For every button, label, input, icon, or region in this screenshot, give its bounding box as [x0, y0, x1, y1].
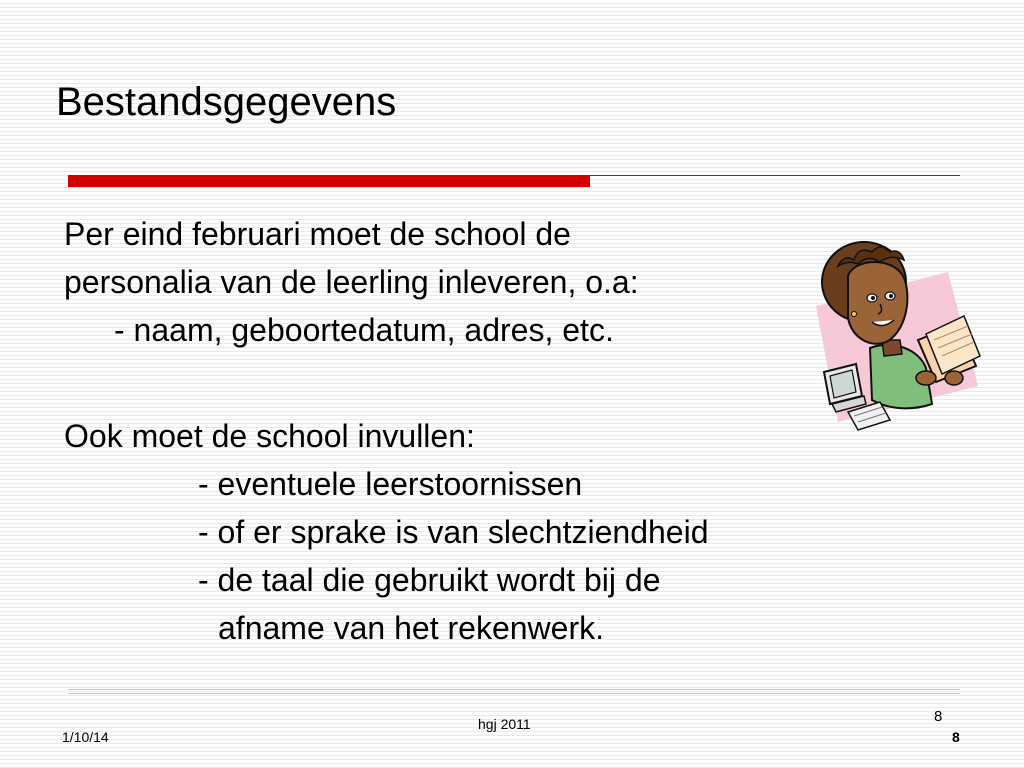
paragraph1-line2: personalia van de leerling inleveren, o.a:	[64, 264, 639, 300]
paragraph2-intro: Ook moet de school invullen:	[64, 418, 475, 454]
slide-title: Bestandsgegevens	[56, 80, 397, 124]
list-item-continuation: afname van het rekenwerk.	[218, 610, 604, 646]
footer-date: 1/10/14	[62, 729, 109, 745]
footer-divider	[68, 689, 960, 690]
person-reading-clipart	[808, 236, 983, 436]
list-item: - de taal die gebruikt wordt bij de	[198, 562, 661, 598]
paragraph-spacer	[64, 354, 864, 412]
footer-divider	[68, 693, 960, 694]
title-underline-thin	[590, 175, 960, 176]
title-underline-thick	[68, 175, 590, 187]
slide-body	[64, 210, 864, 652]
face-shape	[848, 262, 907, 344]
page-number: 8	[952, 729, 960, 745]
slide-number: 8	[934, 708, 943, 725]
list-item: - of er sprake is van slechtziendheid	[198, 514, 709, 550]
footer-center-text: hgj 2011	[478, 716, 531, 732]
paragraph1-line3: - naam, geboortedatum, adres, etc.	[114, 312, 614, 348]
paragraph1-line1: Per eind februari moet de school de	[64, 216, 571, 252]
list-item: - eventuele leerstoornissen	[198, 466, 583, 502]
